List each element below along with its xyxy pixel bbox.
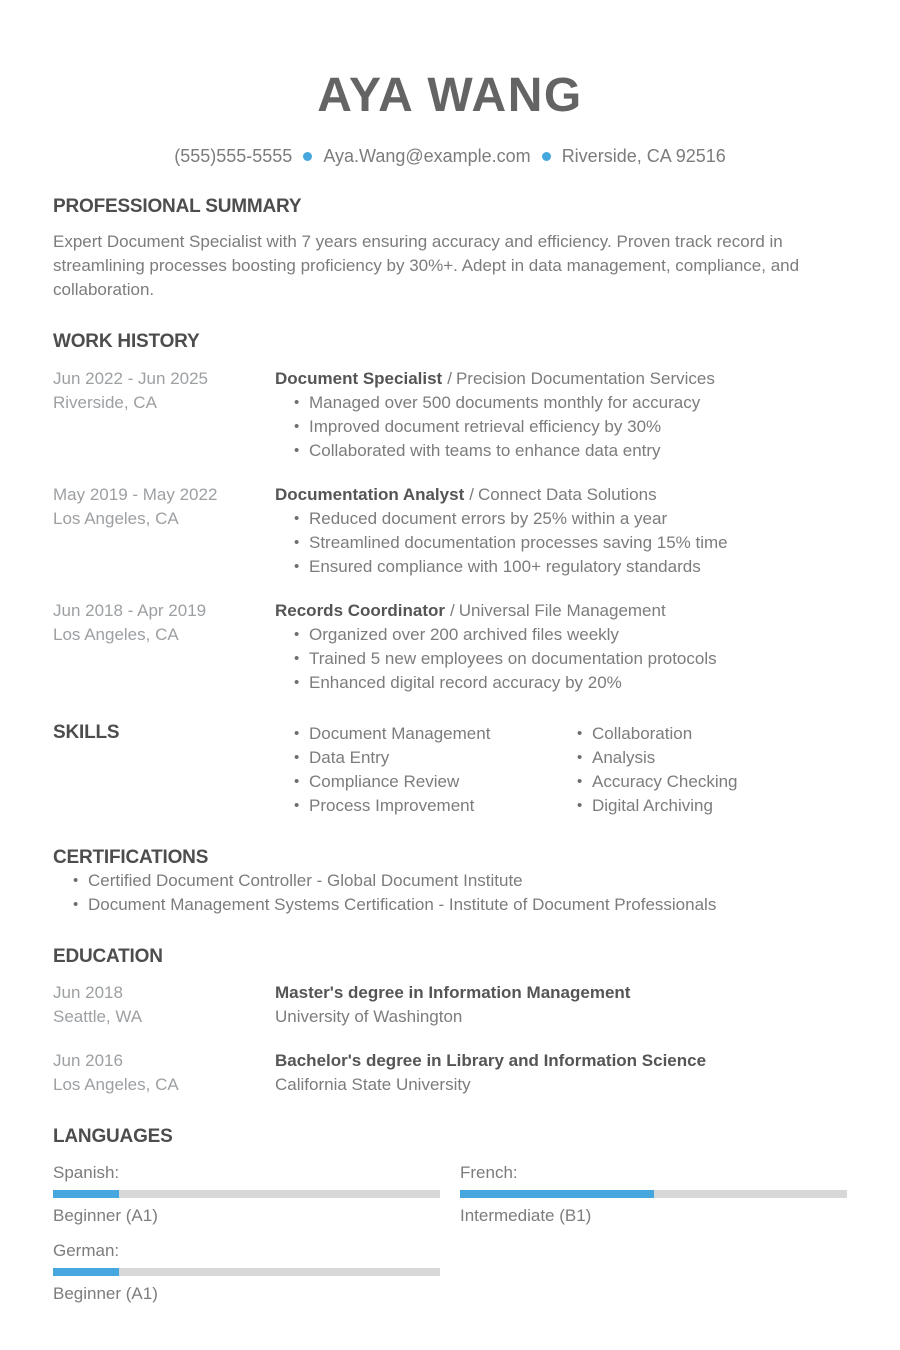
location-text: Riverside, CA 92516 [561,146,726,166]
skills-columns [275,722,847,818]
language-name: German: [53,1241,120,1261]
education-entry [53,1049,847,1097]
language-grid [53,1162,847,1305]
title-company-separator: / [469,484,474,504]
skills-column-1 [292,722,558,818]
job-entry [53,367,847,463]
separator-dot-icon [303,152,312,161]
job-bullet-list [292,391,847,463]
job-title: Document Specialist [275,368,443,388]
summary-heading: PROFESSIONAL SUMMARY [53,196,302,217]
education-meta [53,981,275,1029]
education-location: Seattle, WA [53,1007,143,1027]
language-progress-bar [53,1190,440,1198]
job-company: Connect Data Solutions [477,484,657,504]
job-body [275,483,847,579]
education-meta [53,1049,275,1097]
separator-dot-icon [542,152,551,161]
job-dates: Jun 2022 - Jun 2025 [53,368,209,388]
job-dates: Jun 2018 - Apr 2019 [53,600,207,620]
education-school: University of Washington [275,1007,463,1027]
languages-section [53,1126,847,1305]
skills-heading: SKILLS [53,721,120,743]
language-item [53,1162,440,1227]
education-body [275,981,847,1029]
languages-heading: LANGUAGES [53,1126,173,1148]
job-list [53,367,847,695]
skills-section [53,722,847,818]
phone-text: (555)555-5555 [174,146,293,166]
skill-item: • Collaboration [575,722,847,746]
skill-item: • Accuracy Checking [575,770,847,794]
education-date: Jun 2016 [53,1051,123,1071]
education-section [53,946,847,1098]
summary-text: Expert Document Specialist with 7 years ensuring accuracy and efficiency. Proven track record in streamlining processes boosting proficiency by 30%+. Adept in data management, compliance, and collaboration. [53,231,800,299]
language-progress-bar [53,1268,440,1276]
certification-list [71,869,847,917]
job-body [275,599,847,695]
job-bullet: • Reduced document errors by 25% within a year [292,507,847,531]
skill-item: • Digital Archiving [575,794,847,818]
job-title-line [275,599,847,623]
job-bullet: • Collaborated with teams to enhance data entry [292,439,847,463]
job-bullet-list [292,623,847,695]
job-company: Precision Documentation Services [455,368,715,388]
language-level: Intermediate (B1) [460,1206,592,1226]
education-entry [53,981,847,1029]
job-body [275,367,847,463]
job-bullet: • Improved document retrieval efficiency by 30% [292,415,847,439]
certifications-heading: CERTIFICATIONS [53,846,209,868]
language-progress-bar [460,1190,847,1198]
education-degree: Bachelor's degree in Library and Information Science [275,1051,707,1071]
job-title: Documentation Analyst [275,484,465,504]
language-level: Beginner (A1) [53,1284,158,1304]
language-progress-fill [53,1268,119,1276]
job-bullet: • Ensured compliance with 100+ regulatory standards [292,555,847,579]
language-item [460,1162,847,1227]
education-school: California State University [275,1075,471,1095]
job-bullet: • Trained 5 new employees on documentation protocols [292,647,847,671]
email-text: Aya.Wang@example.com [323,146,531,166]
job-location: Los Angeles, CA [53,508,179,528]
job-bullet-list [292,507,847,579]
contact-line [53,146,847,167]
job-location: Riverside, CA [53,392,157,412]
certification-item: • Certified Document Controller - Global Document Institute [71,869,847,893]
skill-item: • Analysis [575,746,847,770]
certifications-section [53,847,847,917]
skill-item: • Process Improvement [292,794,558,818]
job-company: Universal File Management [458,600,666,620]
job-title: Records Coordinator [275,600,446,620]
title-company-separator: / [450,600,455,620]
job-entry [53,599,847,695]
language-level: Beginner (A1) [53,1206,158,1226]
job-bullet: • Enhanced digital record accuracy by 20% [292,671,847,695]
language-progress-fill [53,1190,119,1198]
title-company-separator: / [447,368,452,388]
job-entry [53,483,847,579]
work-history-heading: WORK HISTORY [53,330,200,352]
skills-column-2 [575,722,847,818]
education-body [275,1049,847,1097]
candidate-name: AYA WANG [317,69,583,122]
skill-item: • Compliance Review [292,770,558,794]
skill-item: • Data Entry [292,746,558,770]
language-name: Spanish: [53,1163,120,1183]
education-heading: EDUCATION [53,945,163,967]
job-dates: May 2019 - May 2022 [53,484,218,504]
language-progress-fill [460,1190,654,1198]
language-name: French: [460,1163,518,1183]
job-title-line [275,367,847,391]
job-bullet: • Managed over 500 documents monthly for accuracy [292,391,847,415]
job-meta [53,483,275,579]
education-list [53,981,847,1097]
resume-header [53,69,847,167]
job-bullet: • Streamlined documentation processes saving 15% time [292,531,847,555]
education-degree: Master's degree in Information Management [275,983,631,1003]
job-meta [53,599,275,695]
job-location: Los Angeles, CA [53,624,179,644]
job-meta [53,367,275,463]
education-date: Jun 2018 [53,983,123,1003]
language-item [53,1240,440,1305]
certification-item: • Document Management Systems Certification - Institute of Document Professionals [71,893,847,917]
summary-section [53,196,847,302]
work-history-section [53,331,847,695]
job-bullet: • Organized over 200 archived files weekly [292,623,847,647]
education-location: Los Angeles, CA [53,1075,179,1095]
skill-item: • Document Management [292,722,558,746]
job-title-line [275,483,847,507]
